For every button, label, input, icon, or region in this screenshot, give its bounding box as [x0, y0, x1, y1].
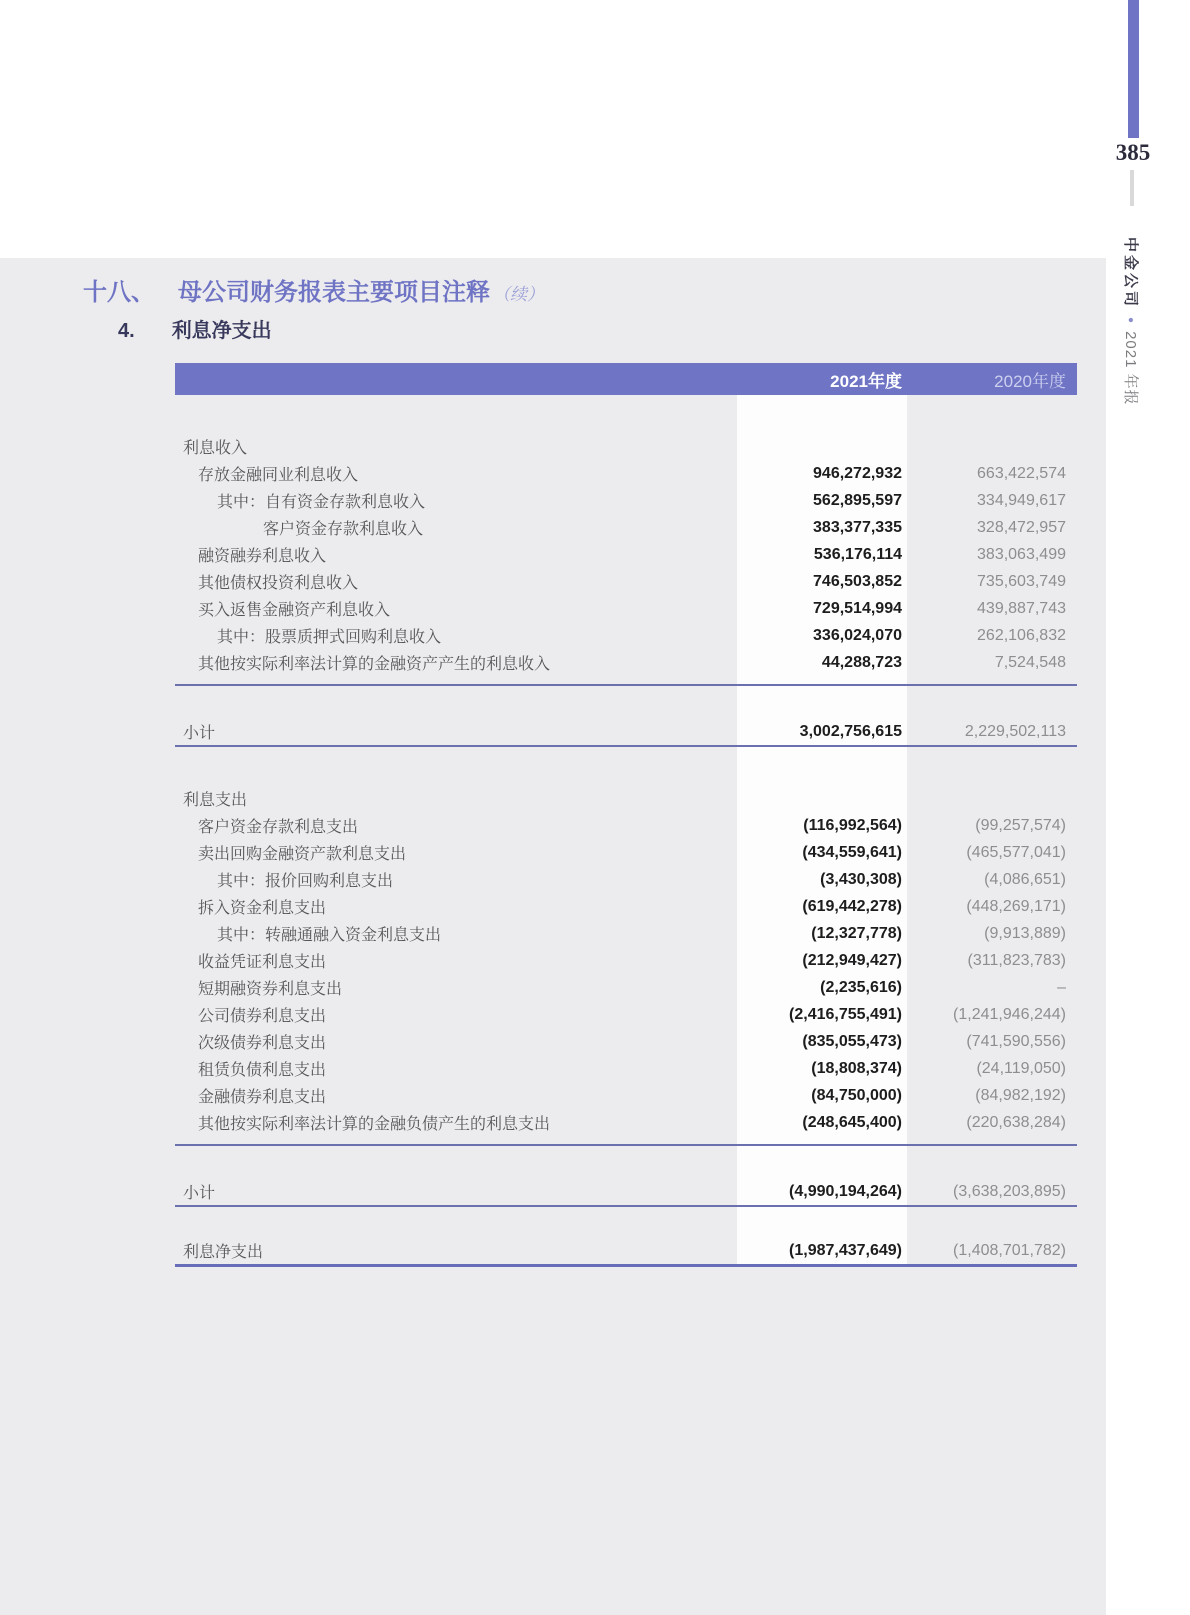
row-label: 利息净支出: [183, 1244, 264, 1261]
table-row: [175, 947, 1077, 974]
value-2020: 262,106,832: [977, 626, 1066, 644]
table-row: [175, 1178, 1077, 1205]
table-row: [175, 866, 1077, 893]
table-row: [175, 622, 1077, 649]
table-row: [175, 893, 1077, 920]
value-2021: (84,750,000): [811, 1086, 902, 1104]
value-2021: (116,992,564): [803, 816, 902, 834]
table-row: [175, 812, 1077, 839]
value-2021: 3,002,756,615: [799, 722, 902, 740]
interest-table: [175, 363, 1077, 1267]
value-2021: (2,235,616): [820, 978, 902, 996]
value-2021: 44,288,723: [821, 653, 902, 671]
table-rule: [175, 684, 1077, 686]
row-label: 次级债券利息支出: [198, 1035, 327, 1052]
row-label: 利息支出: [183, 792, 248, 809]
value-2020: 2,229,502,113: [964, 722, 1066, 740]
row-label: 其中：转融通融入资金利息支出: [217, 927, 442, 944]
value-2021: 383,377,335: [813, 518, 902, 536]
value-2020: (9,913,889): [984, 924, 1066, 942]
section-heading: [83, 272, 544, 307]
value-2020: (1,408,701,782): [953, 1241, 1066, 1259]
value-2020: –: [1057, 978, 1066, 996]
value-2020: (311,823,783): [967, 951, 1066, 969]
value-2021: (2,416,755,491): [789, 1005, 902, 1023]
table-row: [175, 487, 1077, 514]
value-2020: (99,257,574): [975, 816, 1066, 834]
value-2021: 746,503,852: [813, 572, 902, 590]
value-2020: (3,638,203,895): [953, 1182, 1066, 1200]
table-row: [175, 920, 1077, 947]
value-2020: (220,638,284): [966, 1113, 1066, 1131]
table-row: [175, 433, 1077, 460]
value-2020: (84,982,192): [975, 1086, 1066, 1104]
value-2020: 334,949,617: [977, 491, 1066, 509]
table-row: [175, 1001, 1077, 1028]
value-2021: (1,987,437,649): [789, 1241, 902, 1259]
table-rule: [175, 745, 1077, 747]
row-label: 小计: [183, 725, 216, 742]
value-2021: (434,559,641): [802, 843, 902, 861]
value-2020: 663,422,574: [977, 464, 1066, 482]
table-body: [175, 433, 1077, 1267]
table-row: [175, 1237, 1077, 1264]
section-title: 母公司财务报表主要项目注释: [178, 279, 490, 306]
table-header: [175, 363, 1077, 395]
bullet-icon: ●: [1125, 317, 1136, 324]
row-label: 其中：自有资金存款利息收入: [217, 494, 426, 511]
value-2020: (4,086,651): [984, 870, 1066, 888]
row-label: 融资融券利息收入: [198, 548, 327, 565]
value-2020: 439,887,743: [977, 599, 1066, 617]
row-label: 买入返售金融资产利息收入: [198, 602, 391, 619]
row-label: 其中：报价回购利息支出: [217, 873, 394, 890]
row-label: 其他按实际利率法计算的金融负债产生的利息支出: [198, 1116, 551, 1133]
row-label: 卖出回购金融资产款利息支出: [198, 846, 407, 863]
row-label: 客户资金存款利息支出: [198, 819, 359, 836]
table-row: [175, 595, 1077, 622]
company-name: 中金公司: [1122, 237, 1139, 310]
value-2020: (1,241,946,244): [953, 1005, 1066, 1023]
value-2020: 735,603,749: [977, 572, 1066, 590]
item-heading: [118, 314, 272, 343]
table-row: [175, 974, 1077, 1001]
row-label: 客户资金存款利息收入: [263, 521, 424, 538]
table-row: [175, 649, 1077, 676]
value-2021: (18,808,374): [811, 1059, 902, 1077]
value-2021: (835,055,473): [802, 1032, 902, 1050]
value-2021: (212,949,427): [802, 951, 902, 969]
value-2021: (4,990,194,264): [789, 1182, 902, 1200]
table-rule: [175, 1144, 1077, 1146]
top-right-accent-bar: [1128, 0, 1139, 138]
table-row: [175, 1109, 1077, 1136]
page-number-tick: [1130, 170, 1134, 206]
row-label: 拆入资金利息支出: [198, 900, 327, 917]
column-header-2020: 2020年度: [994, 371, 1066, 391]
row-label: 公司债券利息支出: [198, 1008, 327, 1025]
value-2021: (12,327,778): [811, 924, 902, 942]
side-caption: [1121, 237, 1142, 437]
table-rule: [175, 1205, 1077, 1207]
table-row: [175, 1055, 1077, 1082]
value-2021: (619,442,278): [802, 897, 902, 915]
report-year: 2021 年报: [1122, 331, 1139, 406]
row-label: 短期融资券利息支出: [198, 981, 343, 998]
value-2021: 729,514,994: [813, 599, 902, 617]
table-row: [175, 460, 1077, 487]
value-2021: 536,176,114: [813, 545, 902, 563]
value-2021: 336,024,070: [813, 626, 902, 644]
table-row: [175, 1082, 1077, 1109]
table-row: [175, 514, 1077, 541]
row-label: 其他债权投资利息收入: [198, 575, 359, 592]
value-2020: 383,063,499: [977, 545, 1066, 563]
table-bottom-rule: [175, 1264, 1077, 1267]
table-row: [175, 785, 1077, 812]
row-label: 其他按实际利率法计算的金融资产产生的利息收入: [198, 656, 551, 673]
value-2021: (3,430,308): [820, 870, 902, 888]
item-number: 4.: [118, 320, 135, 342]
row-label: 收益凭证利息支出: [198, 954, 327, 971]
row-label: 租赁负债利息支出: [198, 1062, 327, 1079]
value-2020: (24,119,050): [976, 1059, 1066, 1077]
table-row: [175, 839, 1077, 866]
page-number: 385: [1115, 140, 1151, 165]
row-label: 其中：股票质押式回购利息收入: [217, 629, 442, 646]
value-2020: (448,269,171): [966, 897, 1066, 915]
column-header-2021: 2021年度: [830, 371, 902, 391]
row-label: 存放金融同业利息收入: [198, 467, 359, 484]
row-label: 金融债券利息支出: [198, 1089, 327, 1106]
row-label: 利息收入: [183, 440, 248, 457]
table-row: [175, 568, 1077, 595]
item-title: 利息净支出: [171, 320, 272, 342]
row-label: 小计: [183, 1185, 216, 1202]
table-row: [175, 1028, 1077, 1055]
section-suffix: （续）: [493, 285, 544, 304]
value-2021: (248,645,400): [802, 1113, 902, 1131]
value-2021: 946,272,932: [813, 464, 902, 482]
table-row: [175, 541, 1077, 568]
value-2021: 562,895,597: [813, 491, 902, 509]
value-2020: 328,472,957: [977, 518, 1066, 536]
section-number: 十八、: [83, 279, 155, 306]
table-row: [175, 718, 1077, 745]
value-2020: (741,590,556): [966, 1032, 1066, 1050]
value-2020: (465,577,041): [966, 843, 1066, 861]
value-2020: 7,524,548: [994, 653, 1066, 671]
